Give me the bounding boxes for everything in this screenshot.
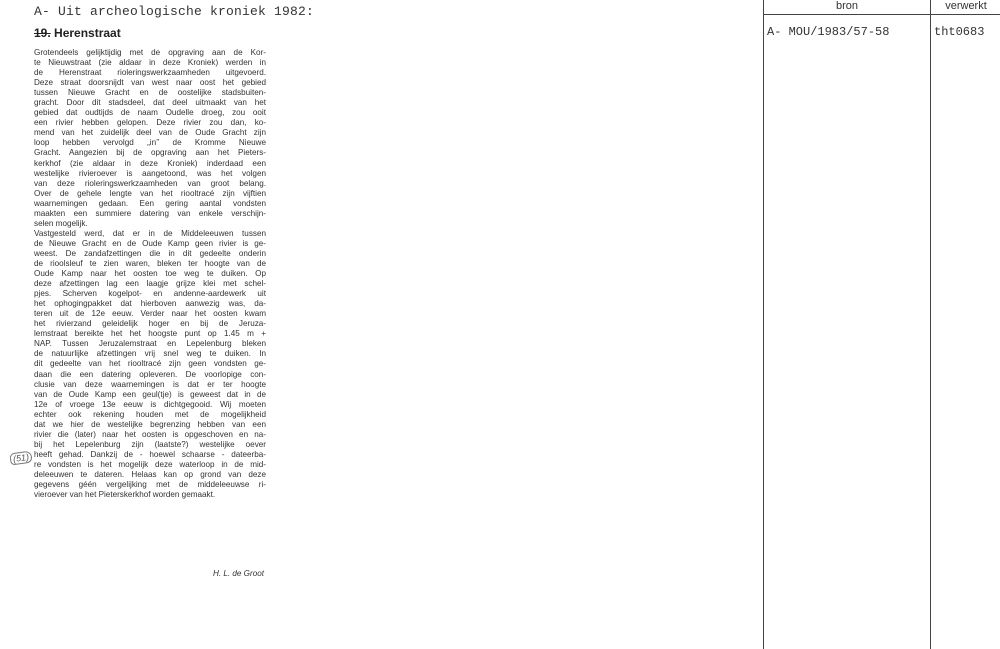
article-body-line: echter ook rekening houden met de mogelijkheid (34, 409, 266, 419)
article-body-line: waarnemingen gedaan. Een gering aantal vondsten (34, 198, 266, 208)
article-body-line: de Nieuwe Gracht en de Oude Kamp geen rivier is ge- (34, 238, 266, 248)
column-header-verwerkt: verwerkt (945, 0, 987, 12)
article-body-line: gebied dat oudtijds de naam Oudelle droeg, zou ooit (34, 108, 266, 118)
article-body-line: vieroever van het Pieterskerkhof worden gemaakt. (34, 490, 216, 500)
article-body-line: de rioolsleuf te zien waren, bleken ter hoogte van de (34, 258, 266, 268)
article-body-line: daan die een datering opleveren. De voorlopige con- (34, 369, 266, 379)
article-body-line: te Nieuwstraat (zie aldaar in deze Kroniek) werden in (34, 58, 266, 68)
article-body-line: Grotendeels gelijktijdig met de opgraving aan de Kor- (34, 48, 266, 57)
article-title-text: Herenstraat (54, 26, 121, 40)
article-body-line: 12e of vroege 13e eeuw is dichtgegooid. Wij moeten (34, 399, 266, 409)
column-divider-bron (763, 0, 764, 649)
article-body-line: de natuurlijke afzettingen vrij snel weg te duiken. In (34, 349, 266, 359)
article-body-line: Vastgesteld werd, dat er in de Middeleeuwen tussen (34, 228, 266, 238)
article-body-line: NAP. Tussen Jeruzalemstraat en Lepelenburg bleken (34, 339, 266, 349)
article-body-line: bij het Lepelenburg zijn (laatste?) westelijke oever (34, 439, 266, 449)
bron-value: A- MOU/1983/57-58 (767, 25, 890, 39)
article-body-line: rivier die (later) naar het oosten is opgeschoven en na- (34, 429, 266, 439)
column-header-bron: bron (835, 0, 859, 12)
article-body-line: lemstraat bereikte het het hoogste punt op 1.45 m + (34, 329, 266, 339)
card-header: A- Uit archeologische kroniek 1982: (34, 4, 315, 19)
article-body (34, 48, 266, 500)
article-body-line: van de Oude Kamp een geul(tje) is geweest dat in de (34, 389, 266, 399)
article-body-line: deze afzettingen lag een laagje grijze klei met schel- (34, 279, 266, 289)
article-body-line: pjes. Scherven kogelpot- en andenne-aardewerk uit (34, 289, 266, 299)
article-body-line: re vondsten is het mogelijk deze waterloop in de mid- (34, 459, 266, 469)
article-body-line: gracht. Door dit stadsdeel, dat deel uitmaakt van het (34, 98, 266, 108)
article-body-line: westelijke rivieroever is aangetoond, was het volgen (34, 168, 266, 178)
article-body-line: selen mogelijk. (34, 218, 88, 228)
article-body-line: het ophogingpakket dat hierboven aanwezig was, da- (34, 299, 266, 309)
article-body-line: tussen Nieuwe Gracht en de oostelijke stadsbuiten- (34, 88, 266, 98)
article-body-line: dit gedeelte van het riooltracé zijn geen vondsten ge- (34, 359, 266, 369)
article-body-line: Over de gehele lengte van het riooltracé zijn vijftien (34, 188, 266, 198)
article-body-line: loop hebben vervolgd „in’’ de Kromme Nieuwe (34, 138, 266, 148)
article-body-line: maakten een summiere datering van enkele verschijn- (34, 208, 266, 218)
article-body-line: van deze rioleringswerkzaamheden van groot belang. (34, 178, 266, 188)
article-body-line: mend van het zuidelijk deel van de Oude Gracht zijn (34, 128, 266, 138)
article-body-line: Gracht. Aangezien bij de opgraving aan het Pieters- (34, 148, 266, 158)
article-body-line: Deze straat doorsnijdt van west naar oost het gebied (34, 78, 266, 88)
article-body-line: dat we hier de westelijke begrenzing hebben van een (34, 419, 266, 429)
column-divider-verwerkt (930, 0, 931, 649)
verwerkt-value: tht0683 (934, 25, 985, 39)
article-body-line: clusie van deze waarnemingen is dat er ter hoogte (34, 379, 266, 389)
article-title (34, 26, 121, 40)
article-body-line: weest. De zandafzettingen die in dit gedeelte onderin (34, 248, 266, 258)
article-body-line: kerkhof (zie aldaar in deze Kroniek) inderdaad een (34, 158, 266, 168)
article-body-line: het rivierzand geleidelijk hoger en bij de Jeruza- (34, 319, 266, 329)
article-body-line: heeft gehad. Dankzij de - hoewel schaarse - dateerba- (34, 449, 266, 459)
article-body-line: gegevens géén vergelijking met de middeleeuwse ri- (34, 480, 266, 490)
article-body-line: teren uit de 12e eeuw. Verder naar het oosten kwam (34, 309, 266, 319)
article-body-line: een rivier hebben gelopen. Deze rivier zou dan, ko- (34, 118, 266, 128)
header-rule (763, 14, 1000, 15)
article-body-line: Oude Kamp naar het oosten toe weg te duiken. Op (34, 269, 266, 279)
handwritten-margin-note: (51) (9, 451, 32, 466)
article-body-line: de Herenstraat rioleringswerkzaamheden uitgevoerd. (34, 68, 266, 78)
article-body-line: deleeuwen te dateren. Helaas kan op grond van deze (34, 469, 266, 479)
article-author: H. L. de Groot (212, 569, 264, 578)
article-number: 19. (34, 26, 51, 40)
